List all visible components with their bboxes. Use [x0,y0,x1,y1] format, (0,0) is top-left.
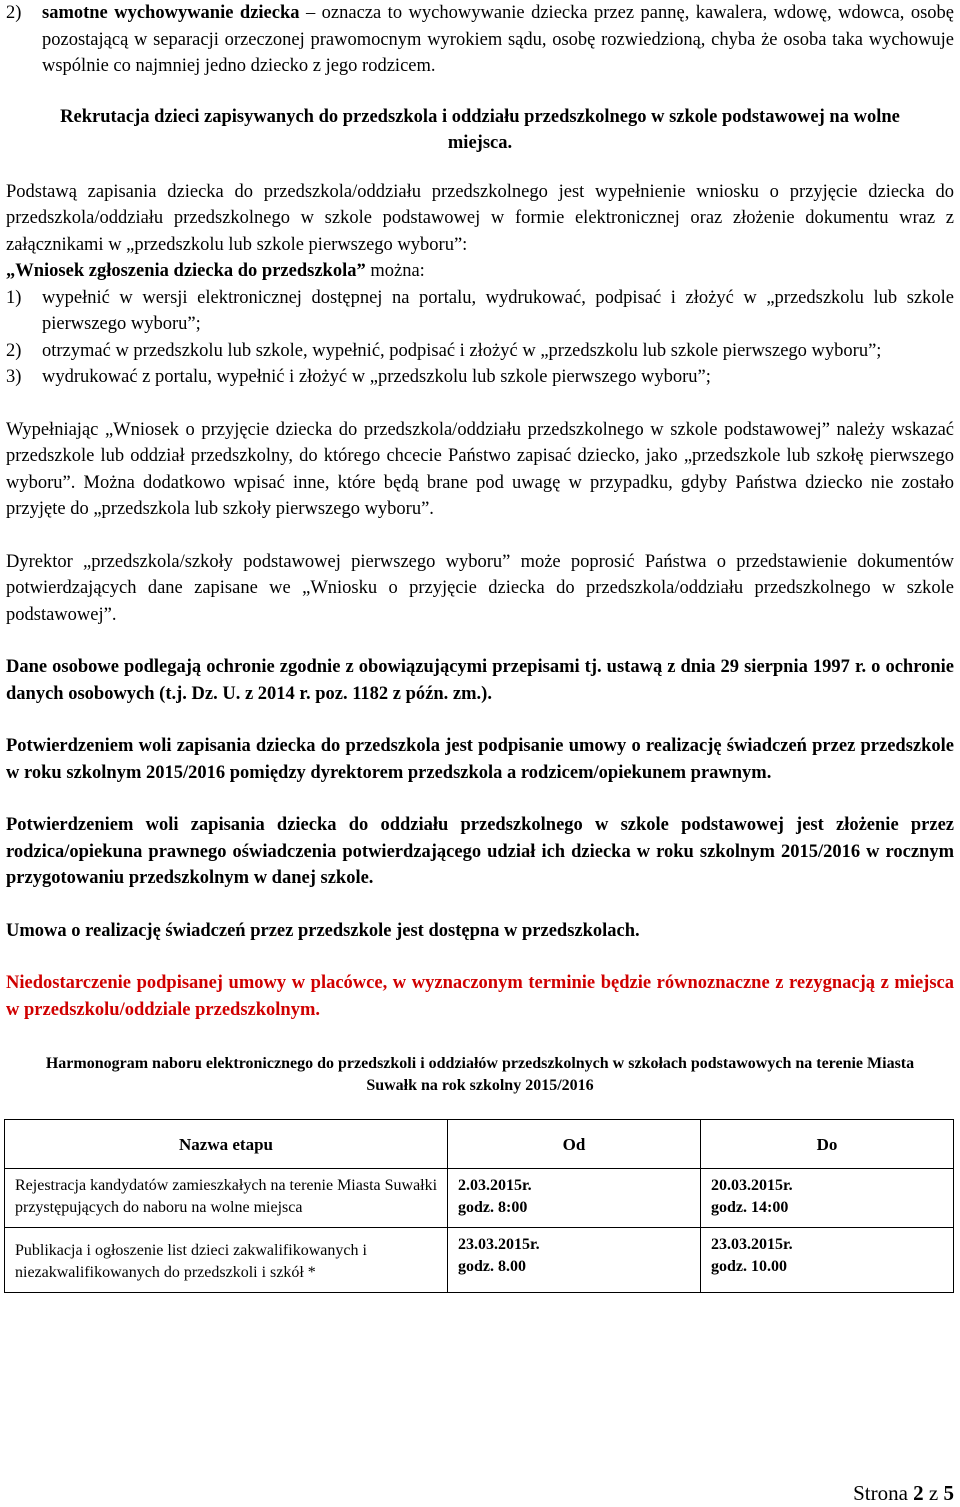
list-text [42,0,954,80]
list-item [6,338,954,365]
header-do: Do [701,1120,954,1169]
paragraph-wypelniajac: Wypełniając „Wniosek o przyjęcie dziecka do przedszkola/oddziału przedszkolnego w szkole podstawowej” należy wskazać przedszkole lub oddział przedszkolny, do którego chcecie Państwo zapisać dziecko, jako „przedszkole lub szkołę pierwszego wyboru”. Można dodatkowo wpisać inne, które będą brane pod uwagę w przypadku, gdyby Państwa dziecko nie zostało przyjęte do „przedszkola lub szkoły pierwszego wyboru”. [6,419,954,519]
table-row [5,1169,954,1228]
page-total: 5 [943,1481,954,1505]
od-time: godz. 8.00 [458,1258,526,1275]
do-time: godz. 10.00 [711,1258,787,1275]
paragraph-podstawa: Podstawą zapisania dziecka do przedszkola/oddziału przedszkolnego jest wypełnienie wniosku o przyjęcie dziecka do przedszkola/oddziału przedszkolnego w szkole podstawowej w formie elektronicznej oraz złożenie dokumentu wraz z załącznikami w „przedszkolu lub szkole pierwszego wyboru”: [6,181,954,255]
od-date: 23.03.2015r. [458,1236,540,1253]
list-number: 2) [6,3,22,23]
cell-etap: Publikacja i ogłoszenie list dzieci zakwalifikowanych i niezakwalifikowanych do przedszkoli i szkół * [5,1228,448,1293]
harmonogram-title: Harmonogram naboru elektronicznego do przedszkoli i oddziałów przedszkolnych w szkołach podstawowych na terenie Miasta Suwałk na rok szkolny 2015/2016 [45,1055,915,1094]
cell-etap: Rejestracja kandydatów zamieszkałych na terenie Miasta Suwałki przystępujących do naboru na wolne miejsca [5,1169,448,1228]
paragraph-potwierdzenie-przedszkole: Potwierdzeniem woli zapisania dziecka do przedszkola jest podpisanie umowy o realizację świadczeń przez przedszkole w roku szkolnym 2015/2016 pomiędzy dyrektorem przedszkola a rodzicem/opiekunem prawnym. [6,736,954,783]
wniosek-rest: można: [365,261,425,281]
page-number [853,1479,954,1507]
paragraph-potwierdzenie-oddzial: Potwierdzeniem woli zapisania dziecka do oddziału przedszkolnego w szkole podstawowej jest złożenie przez rodzica/opiekuna prawnego oświadczenia potwierdzającego udział ich dziecka w roku szkolnym 2015/2016 w rocznym przygotowaniu przedszkolnym w danej szkole. [6,815,954,888]
page-current: 2 [913,1481,924,1505]
cell-do [701,1169,954,1228]
od-date: 2.03.2015r. [458,1177,532,1194]
cell-od [448,1169,701,1228]
list-item [6,285,954,338]
list-number: 2) [6,340,22,361]
wniosek-title: „Wniosek zgłoszenia dziecka do przedszkola” [6,261,366,281]
paragraph-warning: Niedostarczenie podpisanej umowy w placówce, w wyznaczonym terminie będzie równoznaczne z rezygnacją z miejsca w przedszkolu/oddziale przedszkolnym. [6,973,954,1020]
page-sep: z [928,1481,939,1505]
definition-item-2 [6,0,954,80]
header-nazwa-etapu: Nazwa etapu [5,1120,448,1169]
paragraph-dane-osobowe: Dane osobowe podlegają ochronie zgodnie z obowiązującymi przepisami tj. ustawą z dnia 29 sierpnia 1997 r. o ochronie danych osobowych (t.j. Dz. U. z 2014 r. poz. 1182 z późn. zm.). [6,657,954,704]
cell-od [448,1228,701,1293]
paragraph-dyrektor: Dyrektor „przedszkola/szkoły podstawowej pierwszego wyboru” może poprosić Państwa o przedstawienie dokumentów potwierdzających dane zapisane we „Wniosku o przyjęcie dziecka do przedszkola/oddziału przedszkolnego w szkole podstawowej”. [6,551,954,625]
section-heading: Rekrutacja dzieci zapisywanych do przedszkola i oddziału przedszkolnego w szkole podstawowej na wolne miejsca. [60,106,900,153]
do-time: godz. 14:00 [711,1199,789,1216]
cell-do [701,1228,954,1293]
page-label: Strona [853,1481,908,1505]
list-item [6,364,954,391]
list-text: wydrukować z portalu, wypełnić i złożyć w „przedszkolu lub szkole pierwszego wyboru”; [42,367,711,387]
table-header-row [5,1120,954,1169]
list-text: wypełnić w wersji elektronicznej dostępnej na portalu, wydrukować, podpisać i złożyć w „przedszkolu lub szkole pierwszego wyboru”; [42,287,954,334]
list-number: 1) [6,287,22,308]
wniosek-line [6,258,954,285]
do-date: 20.03.2015r. [711,1177,793,1194]
od-time: godz. 8:00 [458,1199,528,1216]
header-od: Od [448,1120,701,1169]
definition-term: samotne wychowywanie dziecka [42,3,300,23]
paragraph-umowa: Umowa o realizację świadczeń przez przedszkole jest dostępna w przedszkolach. [6,920,640,941]
definition-text: – oznacza to wychowywanie dziecka przez pannę, kawalera, wdowę, wdowca, osobę pozostającą w separacji orzeczonej prawomocnym wyrokiem sądu, osobę rozwiedzioną, chyba że osoba taka wychowuje wspólnie co najmniej jedno dziecko z jego rodzicem. [42,3,955,76]
list-text: otrzymać w przedszkolu lub szkole, wypełnić, podpisać i złożyć w „przedszkolu lub szkole pierwszego wyboru”; [42,340,882,361]
table-row [5,1228,954,1293]
do-date: 23.03.2015r. [711,1236,793,1253]
document-page [6,0,954,1293]
harmonogram-table [4,1119,954,1293]
list-number: 3) [6,367,22,387]
